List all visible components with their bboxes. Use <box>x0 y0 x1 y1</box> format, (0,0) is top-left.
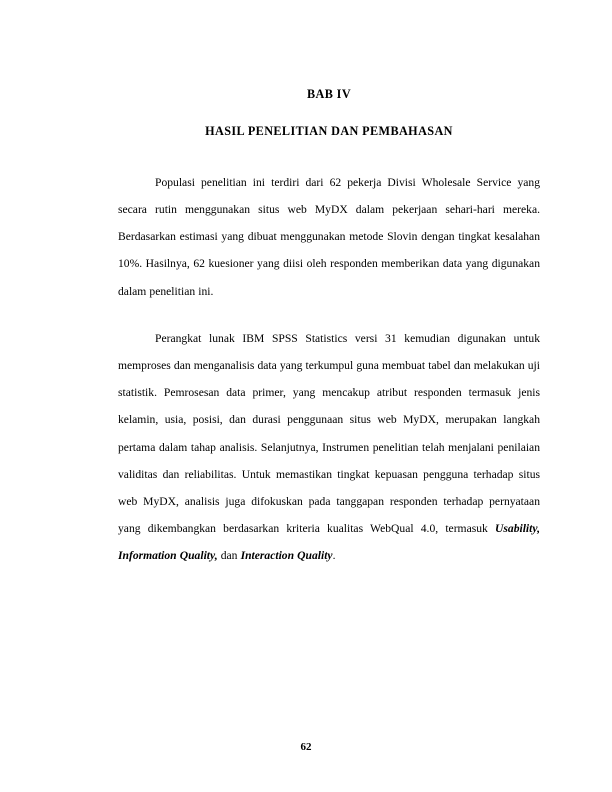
body-paragraph-2 <box>118 325 540 570</box>
body-paragraph-1: Populasi penelitian ini terdiri dari 62 pekerja Divisi Wholesale Service yang secara rutin menggunakan situs web MyDX dalam pekerjaan sehari-hari mereka. Berdasarkan estimasi yang dibuat menggunakan metode Slovin dengan tingkat kesalahan 10%. Hasilnya, 62 kuesioner yang diisi oleh responden memberikan data yang digunakan dalam penelitian ini. <box>118 175 540 298</box>
paragraph-2-conjunction: dan <box>217 549 241 563</box>
emphasis-interaction-quality: Interaction Quality <box>240 549 333 563</box>
page-title: HASIL PENELITIAN DAN PEMBAHASAN <box>205 124 453 139</box>
page-number-footer: 62 <box>300 741 312 753</box>
page-content <box>118 88 540 570</box>
chapter-heading: BAB IV <box>306 87 352 101</box>
emphasis-usability-information-quality: Usability, Information Quality, <box>118 522 540 563</box>
paragraph-2-lead-text: Perangkat lunak IBM SPSS Statistics versi 31 kemudian digunakan untuk memproses dan menganalisis data yang terkumpul guna membuat tabel dan melakukan uji statistik. Pemrosesan data primer, yang mencakup atribut responden termasuk jenis kelamin, usia, posisi, dan durasi penggunaan situs web MyDX, merupakan langkah pertama dalam tahap analisis. Selanjutnya, Instrumen penelitian telah menjalani penilaian validitas dan reliabilitas. Untuk memastikan tingkat kepuasan pengguna terhadap situs web MyDX, analisis juga difokuskan pada tanggapan responden terhadap pernyataan yang dikembangkan berdasarkan kriteria kualitas WebQual 4.0, termasuk <box>118 331 540 536</box>
paragraph-2-tail: . <box>332 549 336 563</box>
